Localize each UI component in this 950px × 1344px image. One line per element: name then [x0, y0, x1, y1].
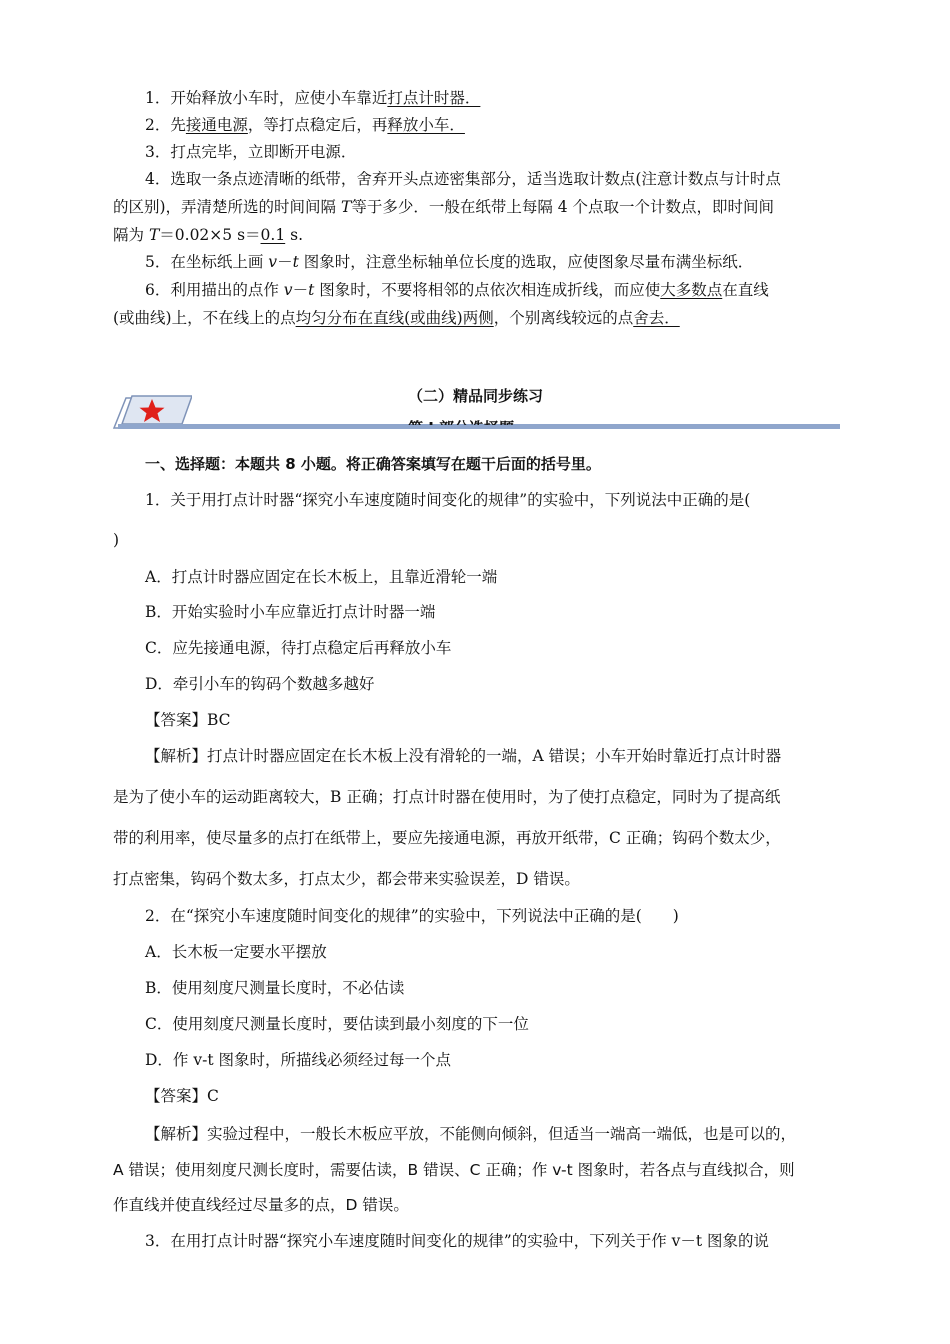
q1-stem: 1．关于用打点计时器“探究小车速度随时间变化的规律”的实验中，下列说法中正确的是(: [145, 491, 751, 509]
tip-text-segment: －: [277, 253, 293, 271]
q2-stem: 2．在“探究小车速度随时间变化的规律”的实验中，下列说法中正确的是( ): [145, 907, 679, 925]
tip-text-segment: (或曲线)上，不在线上的点: [113, 309, 296, 327]
q1-option-b: B．开始实验时小车应靠近打点计时器一端: [145, 603, 436, 621]
tip-text-segment: v: [268, 253, 278, 271]
q2-analysis-1: 【解析】实验过程中，一般长木板应平放，不能侧向倾斜，但适当一端高一端低，也是可以的，: [145, 1125, 797, 1143]
section-title: （二）精品同步练习: [408, 387, 544, 405]
q3-stem: 3．在用打点计时器“探究小车速度随时间变化的规律”的实验中，下列关于作 v－t 图象的说: [145, 1232, 770, 1250]
tip-text-segment: v: [283, 281, 293, 299]
q1-answer: 【答案】BC: [145, 711, 231, 729]
tip-line-6b: [113, 308, 680, 328]
tip-text-segment: ，等打点稳定后，再: [247, 116, 388, 134]
tip-text-segment: 等于多少．一般在纸带上每隔 4 个点取一个计数点，即时间间: [351, 198, 775, 216]
tip-text-segment: 5．在坐标纸上画: [145, 253, 269, 271]
tip-text-segment: 4．选取一条点迹清晰的纸带，舍弃开头点迹密集部分，适当选取计数点(注意计数点与计时点: [145, 170, 781, 188]
q2-option-c: C．使用刻度尺测量长度时，要估读到最小刻度的下一位: [145, 1015, 529, 1033]
tip-text-segment: T: [148, 226, 160, 244]
section-instruction: 一、选择题：本题共 8 小题。将正确答案填写在题干后面的括号里。: [145, 455, 601, 473]
q2-option-a: A．长木板一定要水平摆放: [145, 943, 327, 961]
q1-stem-end: ): [113, 531, 120, 549]
tip-text-segment: t: [308, 281, 315, 299]
q2-analysis-2: A 错误；使用刻度尺测长度时，需要估读，B 错误、C 正确；作 v-t 图象时，若各点与直线拟合，则: [113, 1161, 795, 1179]
tip-text-segment: 的区别)，弄清楚所选的时间间隔: [113, 198, 341, 216]
tip-text-segment: s.: [285, 226, 303, 244]
tip-text-segment: 在直线: [722, 281, 769, 299]
q1-analysis-3: 带的利用率，使尽量多的点打在纸带上，要应先接通电源，再放开纸带，C 正确；钩码个数太少，: [113, 829, 781, 847]
tip-line-4b: [113, 197, 774, 217]
tip-line-6a: [145, 280, 769, 300]
tip-text-segment: ，个别离线较远的点: [493, 309, 634, 327]
q2-option-d: D．作 v-t 图象时，所描线必须经过每一个点: [145, 1051, 452, 1069]
tip-text-segment: 大多数点: [660, 281, 723, 299]
tip-text-segment: 打点计时器．: [387, 89, 481, 107]
tip-text-segment: 释放小车．: [387, 116, 465, 134]
tip-text-segment: 图象时，不要将相邻的点依次相连成折线，而应使: [314, 281, 661, 299]
tip-text-segment: T: [340, 198, 352, 216]
tip-line-4c: [113, 225, 303, 245]
tip-text-segment: 1．开始释放小车时，应使小车靠近: [145, 89, 388, 107]
tip-text-segment: 图象时，注意坐标轴单位长度的选取，应使图象尽量布满坐标纸．: [298, 253, 754, 271]
tip-line-4a: [145, 169, 781, 189]
tip-text-segment: ＝0.02×5 s＝: [159, 226, 261, 244]
tip-text-segment: 3．打点完毕，立即断开电源．: [145, 143, 357, 161]
tip-line-1: [145, 88, 480, 108]
q1-option-c: C．应先接通电源，待打点稳定后再释放小车: [145, 639, 452, 657]
q1-option-a: A．打点计时器应固定在长木板上，且靠近滑轮一端: [145, 568, 498, 586]
q1-analysis-4: 打点密集，钩码个数太多，打点太少，都会带来实验误差，D 错误。: [113, 870, 580, 888]
tip-text-segment: t: [292, 253, 299, 271]
tip-line-2: [145, 115, 465, 135]
tip-text-segment: 6．利用描出的点作: [145, 281, 284, 299]
q2-option-b: B．使用刻度尺测量长度时，不必估读: [145, 979, 405, 997]
tip-text-segment: 2．先: [145, 116, 186, 134]
q1-analysis-1: 【解析】打点计时器应固定在长木板上没有滑轮的一端，A 错误；小车开始时靠近打点计时器: [145, 747, 782, 765]
q1-analysis-2: 是为了使小车的运动距离较大，B 正确；打点计时器在使用时，为了使打点稳定，同时为了提高纸: [113, 788, 781, 806]
tip-text-segment: －: [292, 281, 309, 299]
q2-answer: 【答案】C: [145, 1087, 219, 1105]
tip-text-segment: 隔为: [113, 226, 149, 244]
tip-text-segment: 均匀分布在直线(或曲线)两侧: [295, 309, 494, 327]
tip-line-3: [145, 142, 356, 162]
tip-text-segment: 舍去．: [633, 309, 680, 327]
tip-text-segment: 0.1: [260, 226, 286, 244]
q2-analysis-3: 作直线并使直线经过尽量多的点，D 错误。: [113, 1196, 409, 1214]
tip-text-segment: 接通电源: [185, 116, 248, 134]
q1-option-d: D．牵引小车的钩码个数越多越好: [145, 675, 375, 693]
tip-line-5: [145, 252, 753, 272]
